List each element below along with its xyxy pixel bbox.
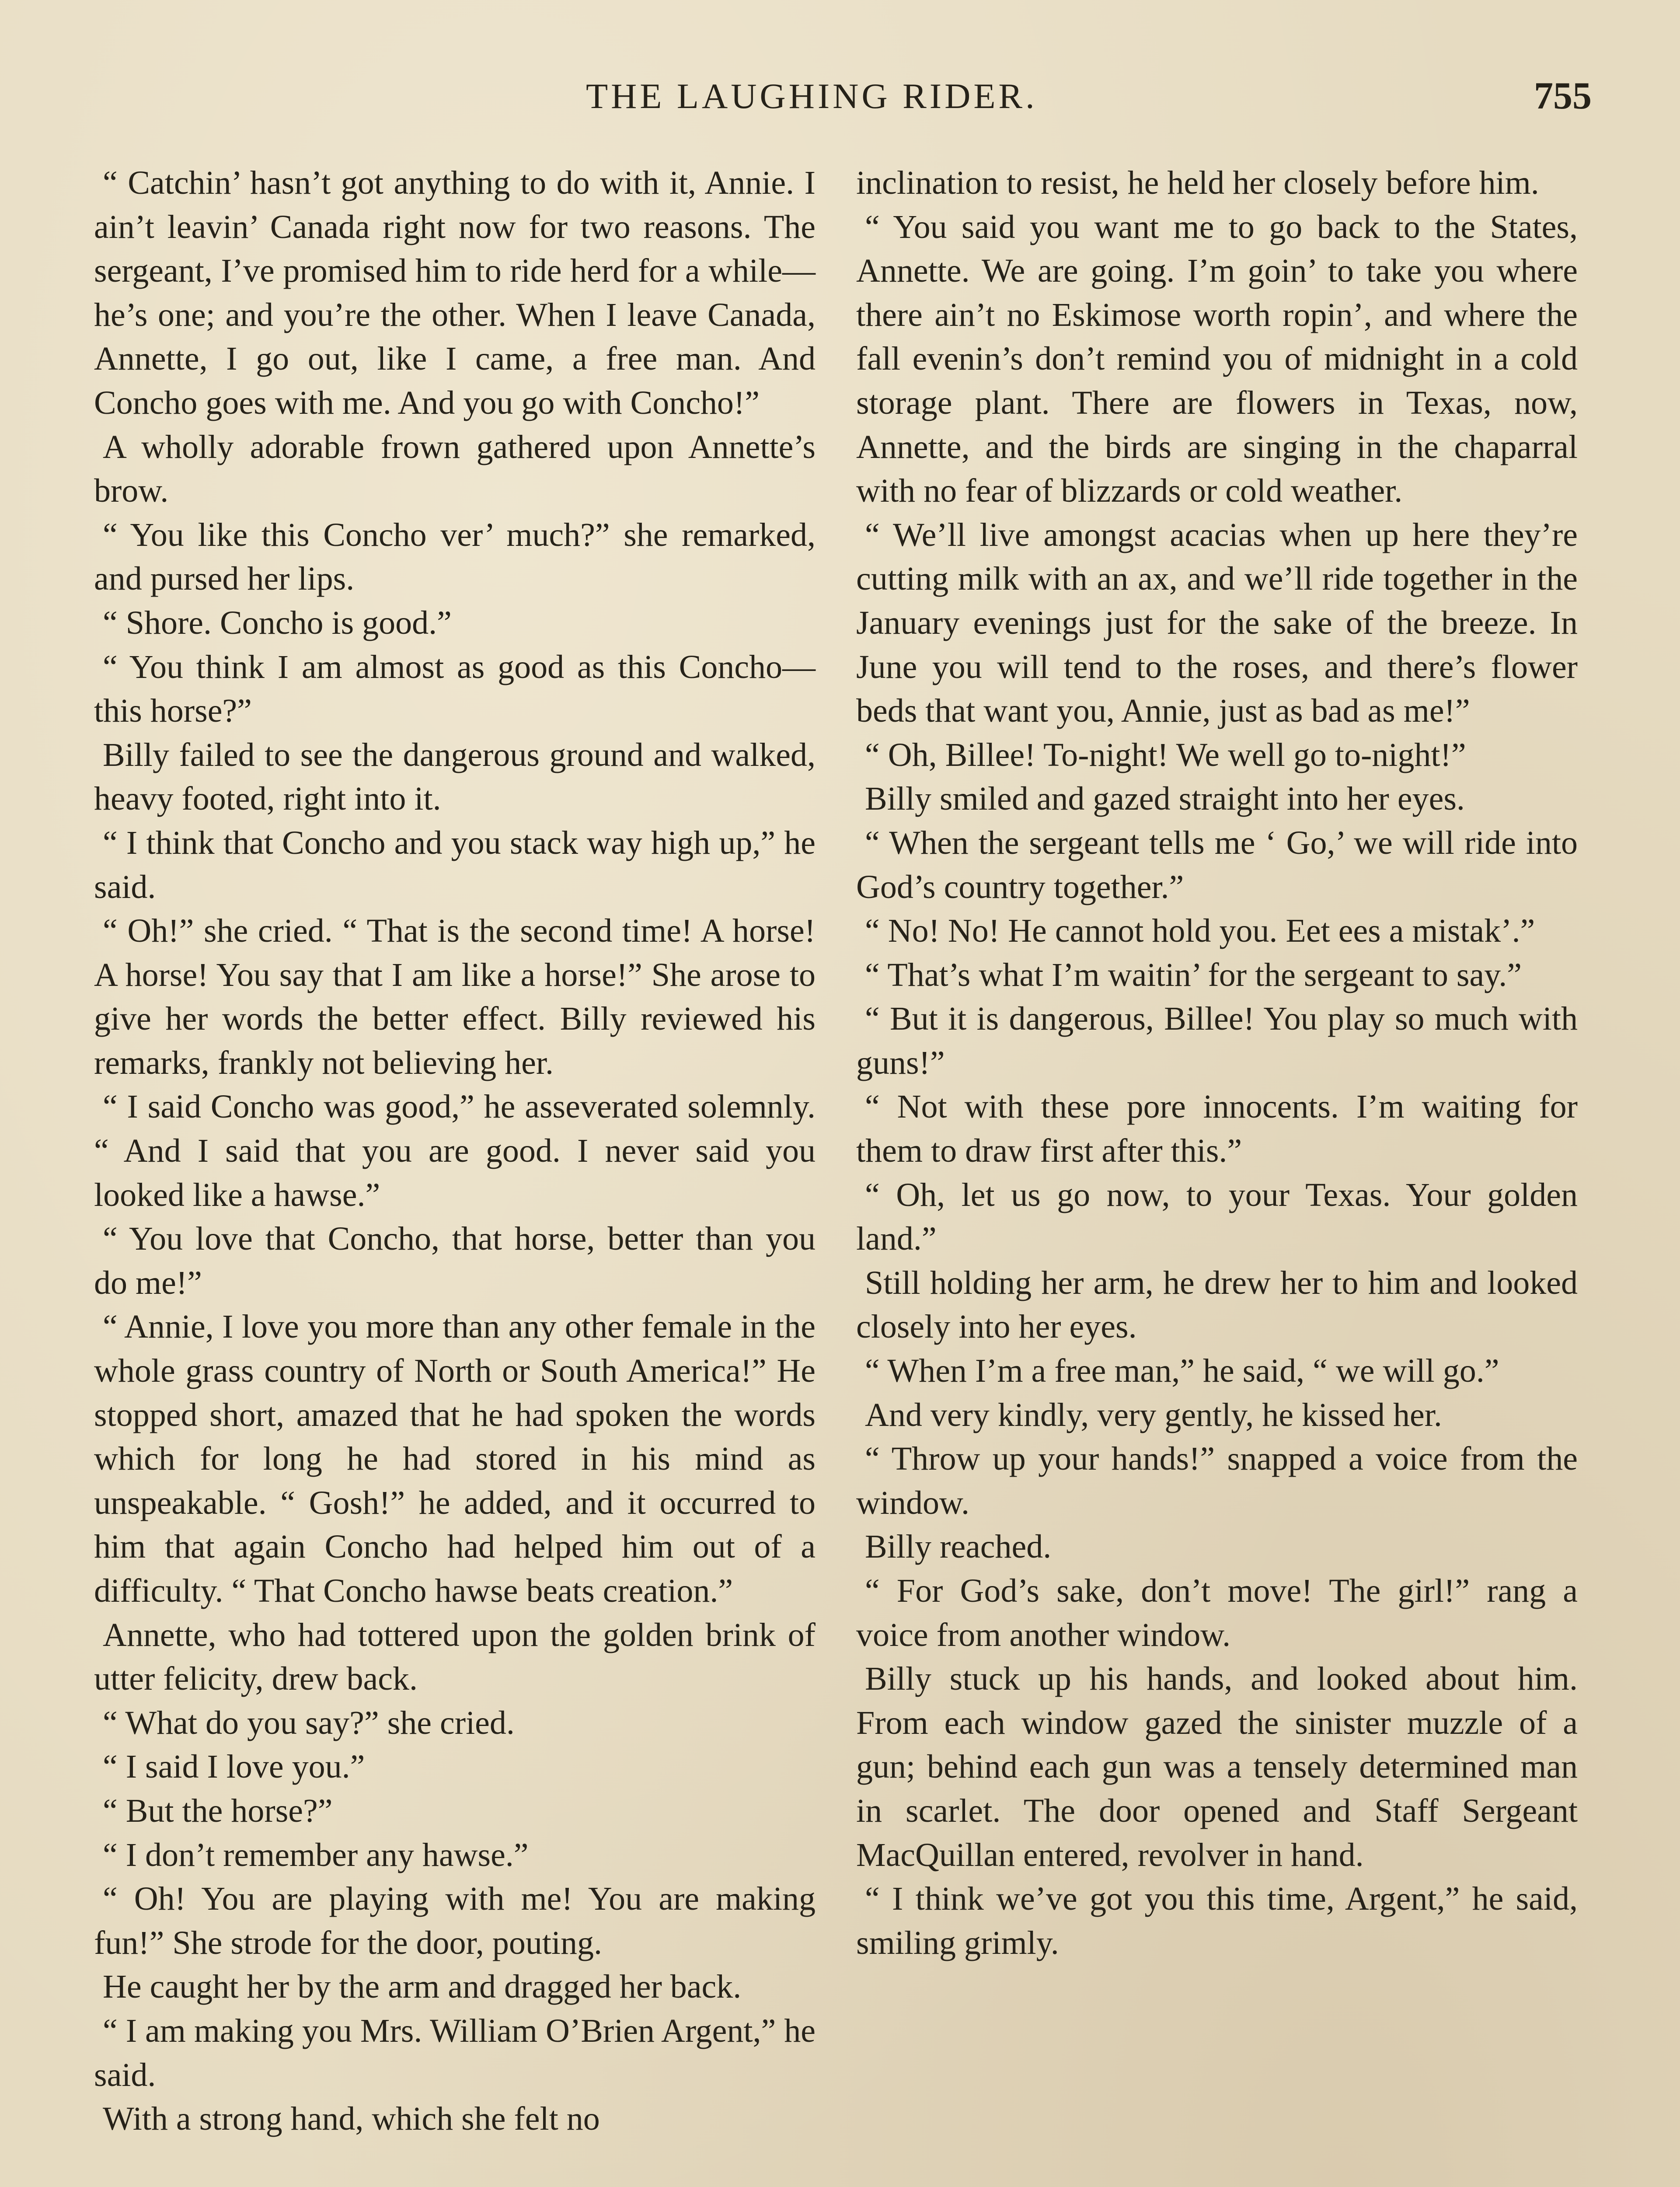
page-header	[96, 72, 1592, 120]
paragraph: “ You love that Concho, that horse, better than you do me!”	[94, 1220, 816, 1301]
paragraph: And very kindly, very gently, he kissed her.	[865, 1396, 1442, 1433]
paragraph: Billy reached.	[865, 1528, 1052, 1565]
paragraph: “ You said you want me to go back to the States, Annette. We are going. I’m goin’ to take you where there ain’t no Eskimose worth ropin’, and where the fall evenin’s don’t remind you of midnight in a cold storage plant. There are flowers in Texas, now, Annette, and the birds are singing in the chaparral with no fear of blizzards or cold weather.	[856, 208, 1578, 510]
paragraph: With a strong hand, which she felt no	[103, 2100, 600, 2138]
paragraph: Billy failed to see the dangerous ground and walked, heavy footed, right into it.	[94, 736, 816, 818]
paragraph: “ That’s what I’m waitin’ for the sergeant to say.”	[865, 956, 1522, 993]
paragraph: “ What do you say?” she cried.	[103, 1704, 515, 1741]
paragraph: “ Oh! You are playing with me! You are making fun!” She strode for the door, pouting.	[94, 1880, 816, 1961]
running-title: THE LAUGHING RIDER.	[586, 76, 1038, 116]
paragraph: “ No! No! He cannot hold you. Eet ees a mistak’.”	[865, 912, 1535, 950]
paragraph: “ Catchin’ hasn’t got anything to do with it, Annie. I ain’t leavin’ Canada right now for two reasons. The sergeant, I’ve promised him to ride herd for a while—he’s one; and you’re the other. When I leave Canada, Annette, I go out, like I came, a free man. And Concho goes with me. And you go with Concho!”	[94, 164, 816, 421]
paragraph: “ Not with these pore innocents. I’m waiting for them to draw first after this.”	[856, 1088, 1578, 1170]
paragraph: Annette, who had tottered upon the golden brink of utter felicity, drew back.	[94, 1616, 816, 1698]
page-number: 755	[1534, 75, 1592, 117]
paragraph: inclination to resist, he held her closely before him.	[856, 164, 1539, 201]
paragraph: “ You think I am almost as good as this Concho—this horse?”	[94, 648, 816, 730]
paragraph: “ Shore. Concho is good.”	[103, 604, 452, 641]
paragraph: “ Oh, Billee! To-night! We well go to-night!”	[865, 736, 1466, 773]
left-text-column	[94, 161, 816, 2141]
paragraph: “ But it is dangerous, Billee! You play so much with guns!”	[856, 1000, 1578, 1081]
paragraph: “ When I’m a free man,” he said, “ we will go.”	[865, 1352, 1499, 1390]
paragraph: “ Throw up your hands!” snapped a voice from the window.	[856, 1440, 1578, 1521]
paragraph: A wholly adorable frown gathered upon Annette’s brow.	[94, 428, 816, 510]
paragraph: Billy smiled and gazed straight into her eyes.	[865, 780, 1465, 818]
paragraph: “ When the sergeant tells me ‘ Go,’ we will ride into God’s country together.”	[856, 824, 1578, 905]
paragraph: “ Annie, I love you more than any other female in the whole grass country of North or South America!” He stopped short, amazed that he had spoken the words which for long he had stored in his mind as unspeakable. “ Gosh!” he added, and it occurred to him that again Concho had helped him out of a difficulty. “ That Concho hawse beats creation.”	[94, 1308, 816, 1609]
paragraph: “ I don’t remember any hawse.”	[103, 1836, 529, 1873]
paragraph: Billy stuck up his hands, and looked about him. From each window gazed the sinister muzzle of a gun; behind each gun was a tensely determined man in scarlet. The door opened and Staff Sergeant MacQuillan entered, revolver in hand.	[856, 1660, 1578, 1873]
paragraph: “ You like this Concho ver’ much?” she remarked, and pursed her lips.	[94, 516, 816, 597]
paragraph: “ I said I love you.”	[103, 1748, 365, 1785]
paragraph: “ I am making you Mrs. William O’Brien Argent,” he said.	[94, 2012, 816, 2093]
paragraph: “ Oh, let us go now, to your Texas. Your golden land.”	[856, 1176, 1578, 1258]
paragraph: “ But the horse?”	[103, 1792, 333, 1829]
paragraph: Still holding her arm, he drew her to him and looked closely into her eyes.	[856, 1264, 1578, 1345]
paragraph: “ We’ll live amongst acacias when up here they’re cutting milk with an ax, and we’ll ride together in the January evenings just for the sake of the breeze. In June you will tend to the roses, and there’s flower beds that want you, Annie, just as bad as me!”	[856, 516, 1578, 730]
paragraph: He caught her by the arm and dragged her back.	[103, 1968, 742, 2005]
paragraph: “ I think that Concho and you stack way high up,” he said.	[94, 824, 816, 905]
right-text-column	[856, 161, 1578, 1965]
paragraph: “ For God’s sake, don’t move! The girl!” rang a voice from another window.	[856, 1572, 1578, 1653]
paragraph: “ I said Concho was good,” he asseverated solemnly. “ And I said that you are good. I never said you looked like a hawse.”	[94, 1088, 816, 1213]
paragraph: “ Oh!” she cried. “ That is the second time! A horse! A horse! You say that I am like a horse!” She arose to give her words the better effect. Billy reviewed his remarks, frankly not believing her.	[94, 912, 816, 1081]
paragraph: “ I think we’ve got you this time, Argent,” he said, smiling grimly.	[856, 1880, 1578, 1961]
